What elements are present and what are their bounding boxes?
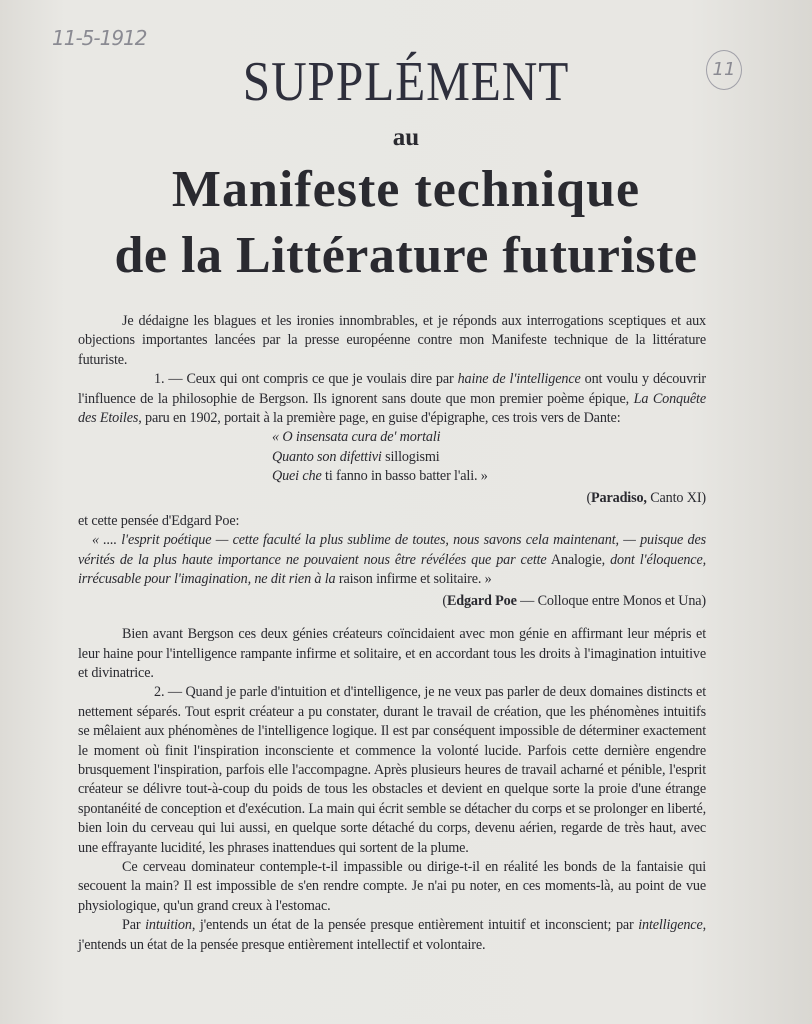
verse-line: Quanto son difettivi sillogismi xyxy=(272,448,440,465)
paragraph-2: 2. — Quand je parle d'intuition et d'intelligence, je ne veux pas parler de deux domaines distincts et nettement séparés. Tout esprit créateur a pu constater, durant le travail de création, que les phénomènes intuitifs se mêlaient aux phénomènes de l'intelligence logique. Il est par conséquent impossible de déterminer exactement le moment où finit l'inspiration inconsciente et commence la volonté lucide. Parfois cette dernière engendre brusquement l'inspiration, parfois elle l'accompagne. Après plusieurs heures de travail acharné et pénible, l'esprit créateur se délivre tout-à-coup du poids de tous les obstacles et devient en quelque sorte la proie d'une étrange spontanéité de conception et d'exécution. La main qui écrit semble se détacher du corps et se prolonger en liberté, bien loin du cerveau qui lui aussi, en quelque sorte détaché du corps, devenu aérien, regarde de très haut, avec une effrayante lucidité, les phrases inattendues qui sortent de la plume. xyxy=(78,684,706,856)
dante-source: (Paradiso, Canto XI) xyxy=(586,489,706,506)
dante-verse xyxy=(272,428,706,486)
poe-intro: et cette pensée d'Edgard Poe: xyxy=(78,513,240,530)
title-au: au xyxy=(392,124,420,151)
paragraph-1: 1. — Ceux qui ont compris ce que je voulais dire par haine de l'intelligence ont voulu y découvrir l'influence de la philosophie de Bergson. Ils ignorent sans doute que mon premier poème épique, La Conquête des Etoiles, paru en 1902, portait à la première page, en guise d'épigraphe, ces trois vers de Dante: xyxy=(78,371,707,427)
handwritten-folio-number: 11 xyxy=(706,50,742,90)
bergson-paragraph: Bien avant Bergson ces deux génies créateurs coïncidaient avec mon génie en affirmant leur mépris et leur haine pour l'intelligence rampante infirme et solitaire, et en accordant tous les droits à l'imagination intuitive et divinatrice. xyxy=(78,626,706,681)
poe-source: (Edgard Poe — Colloque entre Monos et Una) xyxy=(442,592,706,609)
document-body xyxy=(78,312,706,955)
title-litterature: de la Littérature futuriste xyxy=(114,227,698,284)
intro-paragraph: Je dédaigne les blagues et les ironies innombrables, et je réponds aux interrogations sceptiques et aux objections importantes lancées par la presse européenne contre mon Manifeste technique de la littérature futuriste. xyxy=(78,313,706,368)
poe-quote: « .... l'esprit poétique — cette faculté la plus sublime de toutes, nous savons cela maintenant, — puisque des vérités de la plus haute importance ne pouvaient nous être révélées que par cette Analogie, dont l'éloquence, irrécusable pour l'imagination, ne dit rien à la raison infirme et solitaire. » xyxy=(78,532,706,588)
handwritten-date: 11-5-1912 xyxy=(52,26,147,50)
title-manifeste: Manifeste technique xyxy=(171,161,641,218)
paragraph-3: Ce cerveau dominateur contemple-t-il impassible ou dirige-t-il en réalité les bonds de la fantaisie qui secouent la main? Il est impossible de s'en rendre compte. Je n'ai pu noter, en ces moments-là, au point de vue physiologique, qu'un grand creux à l'estomac. xyxy=(78,858,706,914)
title-supplement: SUPPLÉMENT xyxy=(242,51,570,113)
verse-line: « O insensata cura de' mortali xyxy=(272,429,441,446)
paragraph-4: Par intuition, j'entends un état de la pensée presque entièrement intuitif et inconscient; par intelligence, j'entends un état de la pensée presque entièrement intellectif et volontaire. xyxy=(78,917,707,953)
verse-line: Quei che ti fanno in basso batter l'ali. » xyxy=(272,468,488,485)
